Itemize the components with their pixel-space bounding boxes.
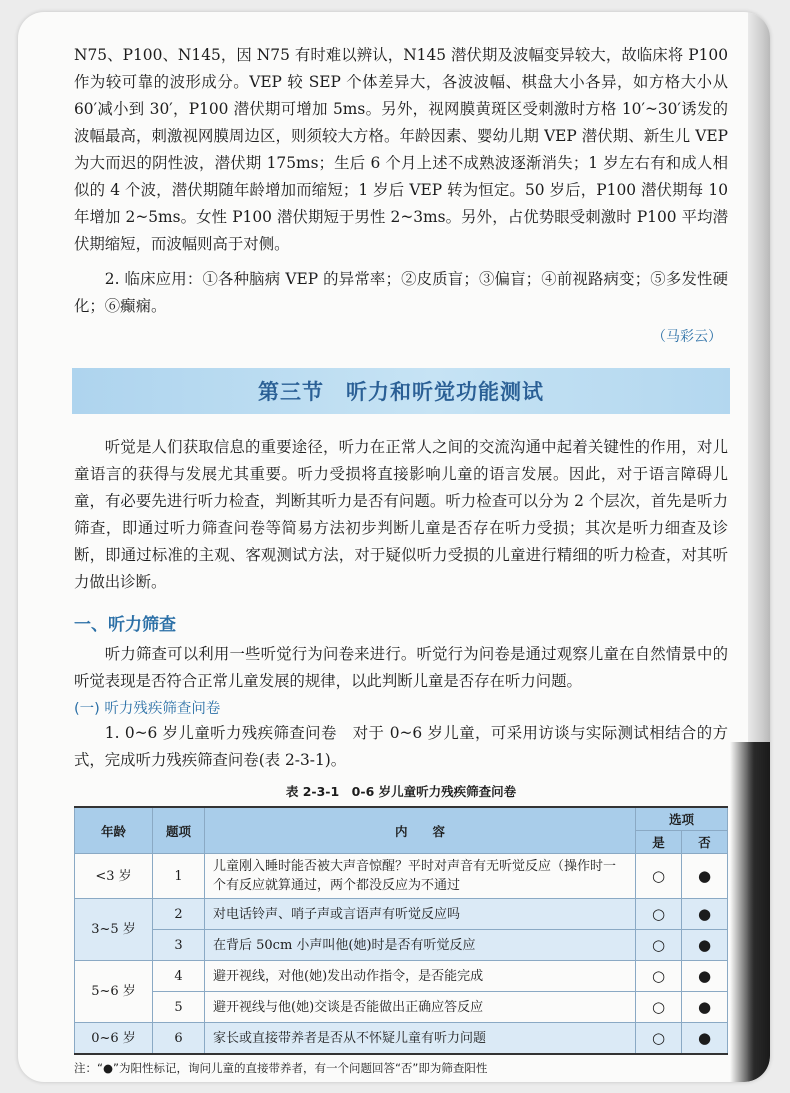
header-yes: 是	[636, 831, 682, 854]
section-name: 听力和听觉功能测试	[346, 380, 544, 404]
option-yes: ○	[636, 961, 682, 992]
paragraph-vep: N75、P100、N145，因 N75 有时难以辨认，N145 潜伏期及波幅变异较大，故临床将 P100 作为较可靠的波形成分。VEP 较 SEP 个体差异大，各波波幅、棋盘大小各异，如方格大小从 60′减小到 30′，P100 潜伏期可增加 5ms。另外，视网膜黄斑区受刺激时方格 10′~30′诱发的波幅最高，刺激视网膜周边区，则须较大方格。年龄因素、婴幼儿期 VEP 潜伏期、新生儿 VEP 为大而迟的阴性波，潜伏期 175ms；生后 6 个月上述不成熟波逐渐消失；1 岁左右有和成人相似的 4 个波，潜伏期随年龄增加而缩短；1 岁后 VEP 转为恒定。50 岁后，P100 潜伏期每 10 年增加 2~5ms。女性 P100 潜伏期短于男性 2~3ms。另外，占优势眼受刺激时 P100 平均潜伏期缩短，而波幅则高于对侧。	[74, 46, 728, 253]
item-content: 家长或直接带养者是否从不怀疑儿童有听力问题	[205, 1023, 636, 1055]
option-no: ●	[682, 961, 728, 992]
item-content: 儿童刚入睡时能否被大声音惊醒？平时对声音有无听觉反应（操作时一个有反应就算通过，两个都没反应为不通过	[205, 854, 636, 899]
paragraph-clinical-use: 2. 临床应用：①各种脑病 VEP 的异常率；②皮质盲；③偏盲；④前视路病变；⑤多发性硬化；⑥癫痫。	[74, 270, 728, 315]
table-row	[75, 1023, 728, 1055]
page-content	[74, 42, 728, 1076]
item-number: 4	[153, 961, 205, 992]
table-row	[75, 899, 728, 930]
paragraph-screening: 听力筛查可以利用一些听觉行为问卷来进行。听觉行为问卷是通过观察儿童在自然情景中的听觉表现是否符合正常儿童发展的规律，以此判断儿童是否存在听力问题。	[74, 645, 728, 690]
option-yes: ○	[636, 899, 682, 930]
table-row	[75, 930, 728, 961]
option-no: ●	[682, 854, 728, 899]
item-content: 在背后 50cm 小声叫他(她)时是否有听觉反应	[205, 930, 636, 961]
option-no: ●	[682, 899, 728, 930]
item-number: 3	[153, 930, 205, 961]
age-cell: <3 岁	[75, 854, 153, 899]
option-no: ●	[682, 1023, 728, 1055]
age-cell: 0~6 岁	[75, 1023, 153, 1055]
book-spine-shadow	[730, 742, 770, 1082]
option-yes: ○	[636, 992, 682, 1023]
option-no: ●	[682, 992, 728, 1023]
screening-table	[74, 806, 728, 1055]
item-content: 对电话铃声、哨子声或言语声有听觉反应吗	[205, 899, 636, 930]
header-age: 年龄	[75, 807, 153, 854]
heading-hearing-screening: 一、听力筛查	[74, 615, 176, 635]
section-title	[258, 376, 544, 406]
section-number: 第三节	[258, 380, 324, 404]
heading-questionnaire: (一) 听力残疾筛查问卷	[74, 701, 221, 717]
paragraph-questionnaire: 1. 0~6 岁儿童听力残疾筛查问卷 对于 0~6 岁儿童，可采用访谈与实际测试相结合的方式，完成听力残疾筛查问卷(表 2-3-1)。	[74, 724, 728, 769]
age-cell: 3~5 岁	[75, 899, 153, 961]
item-number: 2	[153, 899, 205, 930]
header-options: 选项	[636, 807, 728, 831]
table-note: 注：“●”为阳性标记，询问儿童的直接带养者，有一个问题回答“否”即为筛查阳性	[74, 1061, 488, 1075]
book-page	[18, 12, 770, 1082]
header-no: 否	[682, 831, 728, 854]
table-caption: 表 2-3-1 0-6 岁儿童听力残疾筛查问卷	[285, 784, 517, 799]
item-number: 6	[153, 1023, 205, 1055]
section-header	[72, 368, 730, 414]
table-row	[75, 854, 728, 899]
age-cell: 5~6 岁	[75, 961, 153, 1023]
author-credit: （马彩云）	[652, 329, 722, 345]
option-no: ●	[682, 930, 728, 961]
option-yes: ○	[636, 854, 682, 899]
item-content: 避开视线，对他(她)发出动作指令，是否能完成	[205, 961, 636, 992]
header-content: 内 容	[205, 807, 636, 854]
table-row	[75, 961, 728, 992]
item-number: 1	[153, 854, 205, 899]
option-yes: ○	[636, 930, 682, 961]
header-item: 题项	[153, 807, 205, 854]
item-number: 5	[153, 992, 205, 1023]
item-content: 避开视线与他(她)交谈是否能做出正确应答反应	[205, 992, 636, 1023]
option-yes: ○	[636, 1023, 682, 1055]
table-row	[75, 992, 728, 1023]
paragraph-hearing-intro: 听觉是人们获取信息的重要途径，听力在正常人之间的交流沟通中起着关键性的作用，对儿童语言的获得与发展尤其重要。听力受损将直接影响儿童的语言发展。因此，对于语言障碍儿童，有必要先进行听力检查，判断其听力是否有问题。听力检查可以分为 2 个层次，首先是听力筛查，即通过听力筛查问卷等简易方法初步判断儿童是否存在听力受损；其次是听力细查及诊断，即通过标准的主观、客观测试方法，对于疑似听力受损的儿童进行精细的听力检查，对其听力做出诊断。	[74, 438, 728, 591]
